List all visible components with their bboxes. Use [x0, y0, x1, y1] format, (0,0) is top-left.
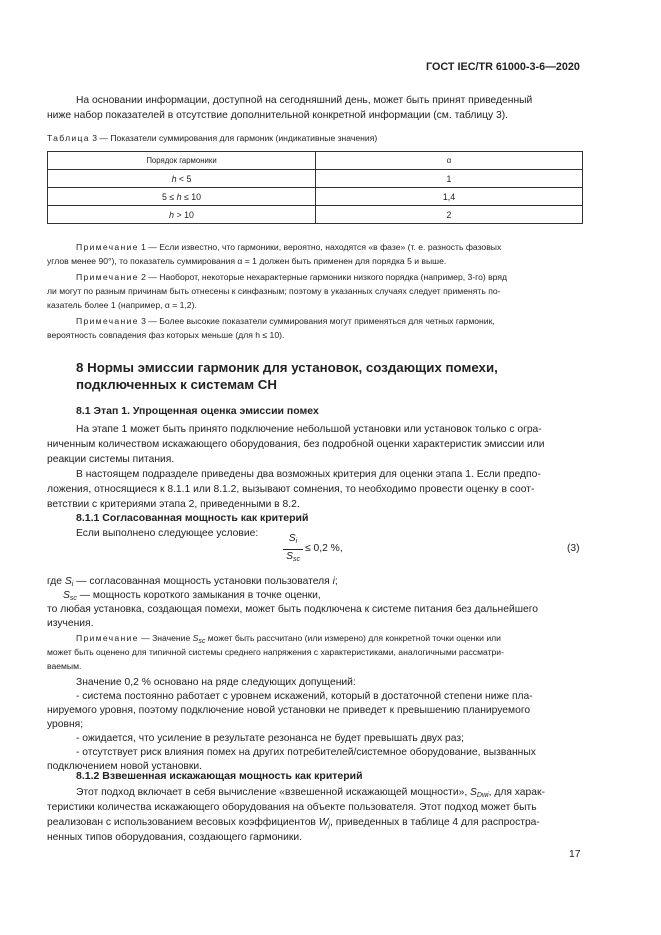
paragraph-line: ложения, относящиеся к 8.1.1 или 8.1.2, вызывают сомнения, то необходимо провести оценку в соот- [47, 484, 535, 495]
note-2-cont: казатель более 1 (например, α = 1,2). [47, 300, 197, 310]
table-caption-label: Таблица [47, 133, 90, 143]
note-4-cont: может быть оценено для типичной системы среднего напряжения с характеристиками, аналогичными рассматри- [47, 647, 504, 657]
table-header-cell: α [316, 152, 583, 170]
note-3: Примечание 3 — Более высокие показатели суммирования могут применяться для четных гармоник, [76, 316, 495, 326]
bullet-line: - отсутствует риск влияния помех на других потребителей/системное оборудование, вызванных [76, 747, 536, 758]
standard-header: ГОСТ IEC/TR 61000-3-6—2020 [426, 61, 580, 73]
page-number: 17 [569, 849, 581, 860]
formula-denominator: $S_{sc}$ [286, 551, 300, 563]
intro-line: На основании информации, доступной на сегодняшний день, может быть принят приведенный [76, 95, 533, 106]
table-row [48, 188, 583, 206]
subsection-title: 8.1.2 Взвешенная искажающая мощность как критерий [76, 770, 363, 782]
note-3-cont: вероятность совпадения фаз которых меньше (для h ≤ 10). [47, 330, 285, 340]
table-cell-order: h < 5 [48, 170, 316, 188]
note-1: Примечание 1 — Если известно, что гармоники, вероятно, находятся «в фазе» (т. е. разность фазовых [76, 242, 502, 252]
paragraph-line: теристики количества искажающего оборудования на объекте пользователя. Этот подход может быть [47, 802, 537, 813]
table-cell-order: h > 10 [48, 206, 316, 224]
summation-table [47, 151, 583, 224]
table-caption [47, 131, 377, 145]
table-cell-value: 1 [316, 170, 583, 188]
paragraph-line: ветствии с критериями этапа 2, приведенными в 8.2. [47, 499, 300, 510]
intro-line: ниже набор показателей в отсутствие дополнительной конкретной информации (см. таблицу 3). [47, 110, 509, 121]
section-title: подключенных к системам СН [76, 377, 277, 392]
subsection-title: 8.1 Этап 1. Упрощенная оценка эмиссии помех [76, 405, 319, 417]
formula-numerator: $S_i$ [288, 533, 298, 545]
where-line: $S_{sc}$ — мощность короткого замыкания в точке оценки, [63, 590, 321, 602]
formula-rhs: ≤ 0,2 %, [305, 543, 343, 554]
section-title: 8 Нормы эмиссии гармоник для установок, создающих помехи, [76, 360, 498, 375]
table-row [48, 170, 583, 188]
where-line: где $S_i$ — согласованная мощность установки пользователя i; [47, 576, 338, 588]
paragraph-line: Значение 0,2 % основано на ряде следующих допущений: [76, 677, 356, 688]
paragraph-line: реализован с использованием весовых коэффициентов $W_j$, приведенных в таблице 4 для распростра- [47, 817, 540, 829]
note-4-cont: ваемым. [47, 661, 82, 671]
table-header-row [48, 152, 583, 170]
table-cell-value: 2 [316, 206, 583, 224]
formula-number: (3) [567, 543, 580, 554]
table-header-cell: Порядок гармоники [48, 152, 316, 170]
paragraph-line: Если выполнено следующее условие: [76, 528, 259, 539]
paragraph-line: изучения. [47, 618, 94, 629]
bullet-line: - система постоянно работает с уровнем искажений, который в достаточной степени ниже пла- [76, 691, 533, 702]
bullet-line: уровня; [47, 719, 84, 730]
note-2-cont: ли могут по разным причинам быть отнесены к синфазным; поэтому в указанных случаях следует применять по- [47, 286, 501, 296]
table-cell-value: 1,4 [316, 188, 583, 206]
paragraph-line: то любая установка, создающая помехи, может быть подключена к системе питания без дальнейшего [47, 604, 538, 615]
paragraph-line: В настоящем подразделе приведены два возможных критерия для оценки этапа 1. Если предпо- [76, 469, 541, 480]
table-caption-text: 3 — Показатели суммирования для гармоник (индикативные значения) [92, 133, 378, 143]
paragraph-line: На этапе 1 может быть принято подключение небольшой установки или установок только с огра- [76, 424, 542, 435]
table-cell-order: 5 ≤ h ≤ 10 [48, 188, 316, 206]
paragraph-line: ненных типов оборудования, создающего гармоники. [47, 832, 302, 843]
note-4: Примечание — Значение $S_{sc}$ может быть рассчитано (или измерено) для конкретной точки оценки или [76, 633, 501, 645]
bullet-line: нируемого уровня, поэтому подключение новой установки не приведет к превышению планируемого [47, 705, 531, 716]
bullet-line: подключением новой установки. [47, 761, 203, 772]
table-row [48, 206, 583, 224]
subsection-title: 8.1.1 Согласованная мощность как критерий [76, 512, 309, 524]
note-1-cont: углов менее 90°), то показатель суммирования α = 1 должен быть применен для порядка 5 и выше. [47, 256, 447, 266]
bullet-line: - ожидается, что усиление в результате резонанса не будет превышать двух раз; [76, 733, 464, 744]
paragraph-line: реакции системы питания. [47, 454, 175, 465]
paragraph-line: ниченным количеством искажающего оборудования, без подробной оценки характеристик эмиссии или [47, 439, 545, 450]
note-2: Примечание 2 — Наоборот, некоторые нехарактерные гармоники низкого порядка (например, 3-го) вряд [76, 272, 508, 282]
fraction-bar [283, 549, 303, 550]
paragraph-line: Этот подход включает в себя вычисление «взвешенной искажающей мощности», $S_{Dwi}$, для харак- [76, 787, 545, 799]
